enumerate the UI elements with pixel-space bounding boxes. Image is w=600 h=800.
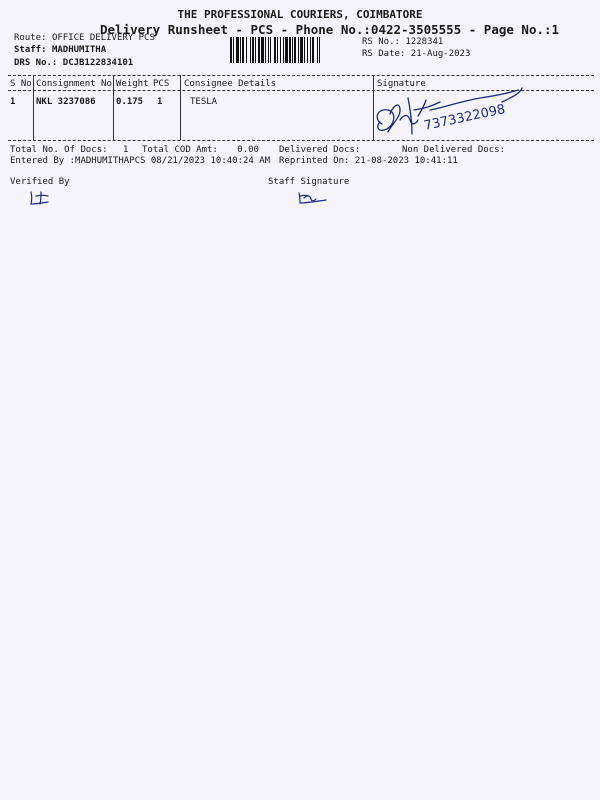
column-divider: [113, 75, 114, 140]
delivered-line: [279, 145, 360, 155]
verifier-initials: [28, 190, 52, 206]
cell-pcs: 1: [157, 97, 163, 107]
drs-label: DRS No.:: [14, 58, 58, 68]
table-top-rule: [8, 75, 594, 76]
cod-line: [142, 145, 259, 155]
drs-line: [14, 58, 133, 68]
header-consignee: Consignee Details: [184, 79, 277, 89]
total-docs-label: Total No. Of Docs:: [10, 145, 108, 155]
rs-date-value: 21-Aug-2023: [410, 49, 471, 59]
barcode: [230, 37, 355, 63]
staff-line: [14, 45, 106, 55]
column-divider: [33, 75, 34, 140]
staff-value: MADHUMITHA: [51, 45, 107, 55]
header-consignment: Consignment No: [36, 79, 112, 89]
total-docs-line: [10, 145, 128, 155]
rs-date-line: [362, 49, 470, 59]
total-docs-value: 1: [122, 145, 129, 155]
route-line: [14, 33, 155, 43]
company-name: THE PROFESSIONAL COURIERS, COIMBATORE: [177, 8, 423, 21]
cell-sno: 1: [10, 97, 16, 107]
route-label: Route:: [14, 33, 47, 43]
staff-label: Staff:: [14, 45, 47, 55]
staff-initials: [296, 190, 330, 206]
rs-no-line: [362, 37, 443, 47]
cell-consignee: TESLA: [190, 97, 218, 107]
header-pcs: PCS: [153, 79, 170, 89]
route-value: OFFICE DELIVERY PCS: [51, 33, 155, 43]
runsheet-title: Delivery Runsheet - PCS - Phone No.:0422-3505555 - Page No.:1: [100, 22, 560, 37]
header-signature: Signature: [377, 79, 426, 89]
header-weight: Weight: [116, 79, 149, 89]
drs-value: DCJB122834101: [62, 58, 134, 68]
column-divider: [180, 75, 181, 140]
recipient-signature: [370, 80, 530, 142]
cell-weight: 0.175: [116, 97, 144, 107]
cod-value: 0.00: [237, 145, 259, 155]
header-sno: S No: [10, 79, 32, 89]
rs-no-label: RS No.:: [362, 37, 400, 47]
entered-by: Entered By :MADHUMITHAPCS 08/21/2023 10:40:24 AM: [10, 156, 271, 166]
non-delivered-line: [402, 145, 505, 155]
reprinted-on: Reprinted On: 21-08-2023 10:41:11: [279, 156, 458, 166]
rs-no-value: 1228341: [405, 37, 444, 47]
cod-label: Total COD Amt:: [142, 145, 218, 155]
handwritten-phone: 7373322098: [422, 102, 507, 134]
cell-consignment: NKL 3237086: [36, 97, 96, 107]
rs-date-label: RS Date:: [362, 49, 406, 59]
non-delivered-label: Non Delivered Docs:: [402, 145, 505, 155]
verified-by-label: Verified By: [10, 177, 70, 187]
delivered-label: Delivered Docs:: [279, 145, 361, 155]
staff-signature-label: Staff Signature: [268, 177, 350, 187]
